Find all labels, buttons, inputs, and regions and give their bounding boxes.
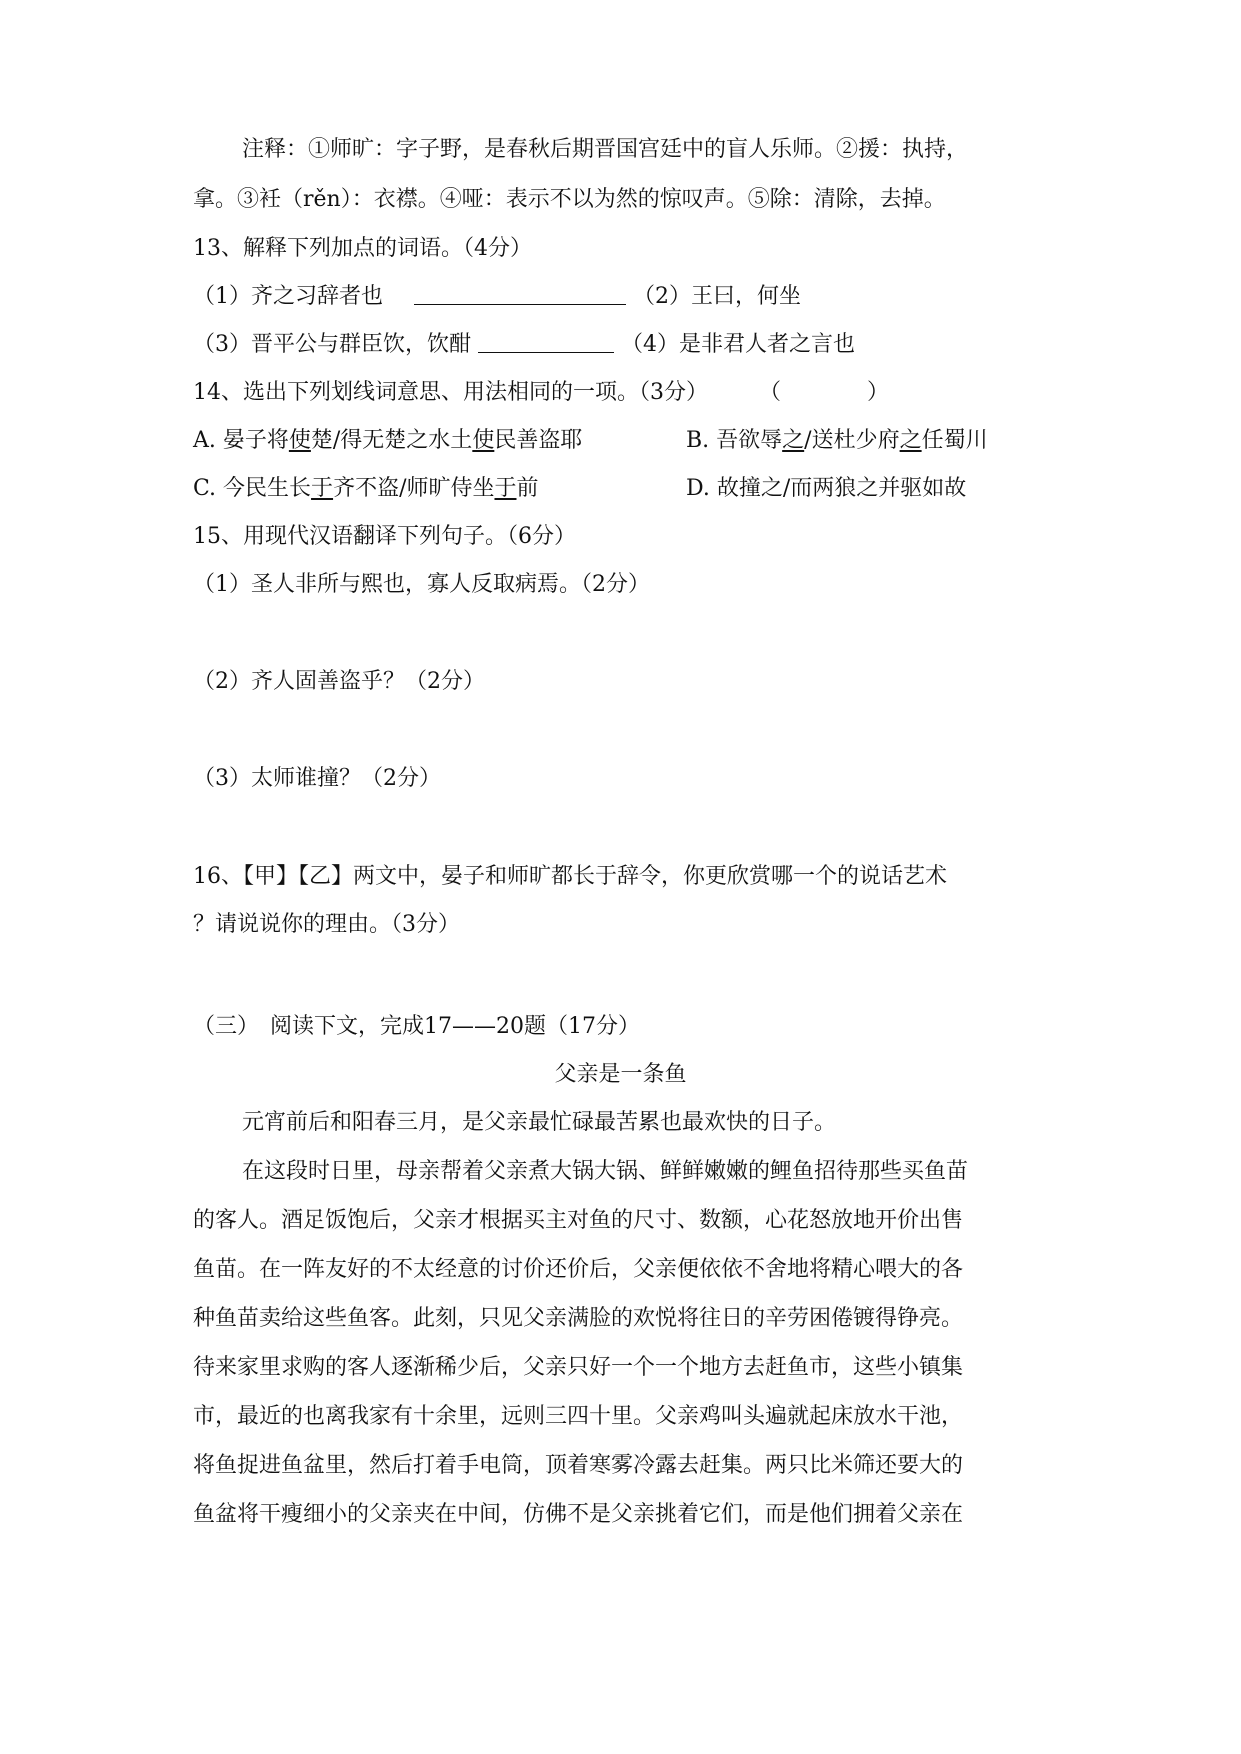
q14-title-text: 14、选出下列划线词意思、用法相同的一项。（3分）: [193, 380, 708, 405]
q14-option-b: B. 吾欲辱之/送杜少府之任蜀川: [686, 428, 988, 453]
underlined-word: 之: [782, 428, 805, 453]
passage-p2-line-4: 种鱼苗卖给这些鱼客。此刻，只见父亲满脸的欢悦将往日的辛劳困倦镀得铮亮。: [193, 1306, 964, 1331]
passage-title: 父亲是一条鱼: [554, 1062, 687, 1087]
passage-p2-line-6: 市，最近的也离我家有十余里，远则三四十里。父亲鸡叫头遍就起床放水干池，: [193, 1404, 964, 1429]
q14-answer-paren[interactable]: （ ）: [759, 380, 890, 405]
passage-p2-line-5: 待来家里求购的客人逐渐稀少后，父亲只好一个一个地方去赶鱼市，这些小镇集: [193, 1355, 964, 1380]
passage-p2-line-1: 在这段时日里，母亲帮着父亲煮大锅大锅、鲜鲜嫩嫩的鲤鱼招待那些买鱼苗: [242, 1159, 969, 1184]
underlined-word: 使: [472, 428, 495, 453]
passage-p2-line-3: 鱼苗。在一阵友好的不太经意的讨价还价后，父亲便依依不舍地将精心喂大的各: [193, 1257, 964, 1282]
q13-item-2: （2）王曰，何坐: [633, 284, 801, 309]
q14-option-a: A. 晏子将使楚/得无楚之水土使民善盗耶: [193, 428, 583, 453]
passage-p1: 元宵前后和阳春三月，是父亲最忙碌最苦累也最欢快的日子。: [242, 1110, 837, 1135]
q15-item-2: （2）齐人固善盗乎？（2分）: [193, 669, 485, 694]
passage-p2-line-7: 将鱼捉进鱼盆里，然后打着手电筒，顶着寒雾冷露去赶集。两只比米筛还要大的: [193, 1453, 964, 1478]
q13-row-2: [193, 330, 855, 360]
underlined-word: 于: [494, 476, 517, 501]
q16-line-1: 16、【甲】【乙】两文中，晏子和师旷都长于辞令，你更欣赏哪一个的说话艺术: [193, 864, 947, 889]
passage-p2-line-2: 的客人。酒足饭饱后，父亲才根据买主对鱼的尺寸、数额，心花怒放地开价出售: [193, 1208, 964, 1233]
underlined-word: 于: [311, 476, 334, 501]
q14-option-c: C. 今民生长于齐不盗/师旷侍坐于前: [193, 476, 539, 501]
notes-line-2: 拿。③衽（rěn）：衣襟。④哑：表示不以为然的惊叹声。⑤除：清除，去掉。: [193, 187, 946, 212]
underlined-word: 使: [288, 428, 311, 453]
q13-item-1: （1）齐之习辞者也: [193, 284, 383, 309]
q15-item-3: （3）太师谁撞？（2分）: [193, 766, 441, 791]
q16-line-2: ？请说说你的理由。（3分）: [193, 912, 460, 937]
q13-row-1: [193, 282, 801, 312]
q13-item-4: （4）是非君人者之言也: [621, 332, 855, 357]
q13-item-3: （3）晋平公与群臣饮，饮酣: [193, 332, 471, 357]
underlined-word: 之: [899, 428, 922, 453]
answer-blank-1[interactable]: [414, 282, 626, 305]
q15-title: 15、用现代汉语翻译下列句子。（6分）: [193, 524, 576, 549]
q14-title: [193, 378, 889, 408]
section-heading: （三） 阅读下文，完成17——20题（17分）: [193, 1014, 640, 1039]
passage-p2-line-8: 鱼盆将干瘦细小的父亲夹在中间，仿佛不是父亲挑着它们，而是他们拥着父亲在: [193, 1502, 964, 1527]
q14-option-d: D. 故撞之/而两狼之并驱如故: [686, 476, 967, 501]
answer-blank-3[interactable]: [478, 330, 614, 353]
q13-title: 13、解释下列加点的词语。（4分）: [193, 236, 532, 261]
q15-item-1: （1）圣人非所与熙也，寡人反取病焉。（2分）: [193, 572, 650, 597]
notes-line-1: 注释：①师旷：字子野，是春秋后期晋国宫廷中的盲人乐师。②援：执持，: [242, 137, 969, 162]
